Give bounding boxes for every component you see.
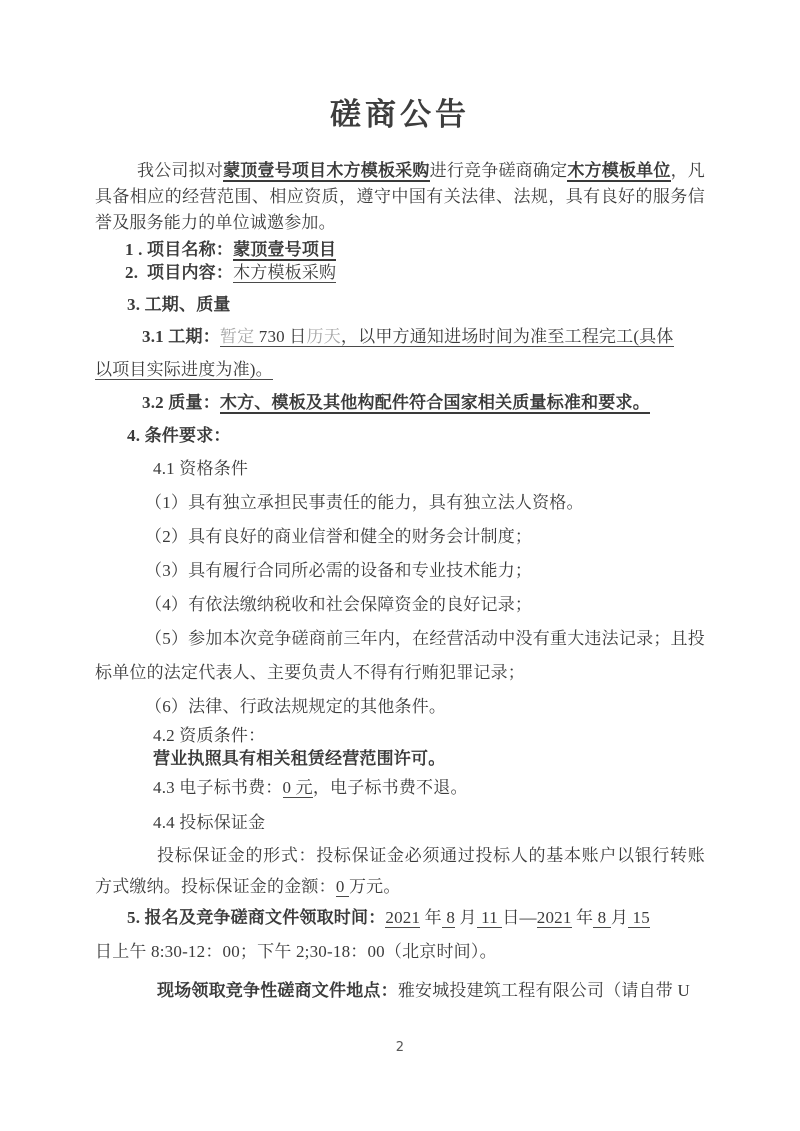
intro-underlined-unit: 木方模板单位 (567, 161, 671, 180)
quality-label: 3.2 质量： (142, 393, 220, 412)
registration-time-paragraph (95, 902, 705, 933)
intro-underlined-procurement: 蒙顶壹号项目木方模板采购 (223, 161, 430, 180)
quality-clause (95, 386, 705, 419)
date-sep-2: 月 (455, 908, 477, 927)
credential-conditions-heading: 4.2 资质条件： (153, 726, 266, 745)
document-title: 磋商公告 (330, 97, 470, 133)
tender-fee-clause (95, 776, 705, 799)
date-sep-3: 日— (502, 908, 537, 927)
registration-time-label: 5. 报名及竞争磋商文件领取时间： (127, 908, 386, 927)
project-name-label: 1 . 项目名称： (125, 240, 234, 259)
duration-clause (95, 320, 705, 386)
condition-item-1: （1）具有独立承担民事责任的能力，具有独立法人资格。 (145, 493, 584, 512)
duration-value-line2: 以项目实际进度为准)。 (95, 360, 273, 379)
condition-list (95, 486, 705, 724)
condition-item-2: （2）具有良好的商业信誉和健全的财务会计制度； (145, 527, 533, 546)
project-name-item (95, 238, 705, 261)
bid-bond-paragraph (95, 840, 705, 902)
duration-value-line1 (220, 327, 674, 347)
tender-fee-label: 4.3 电子标书费： (153, 778, 283, 797)
bid-bond-amount: 0 (335, 877, 349, 896)
intro-text-pre: 我公司拟对 (137, 161, 224, 180)
condition-item-3: （3）具有履行合同所必需的设备和专业技术能力； (145, 561, 533, 580)
project-content-value: 木方模板采购 (233, 263, 337, 282)
document-content (95, 0, 705, 1006)
date-day-start: 11 (476, 908, 503, 927)
intro-text-mid: 进行竞争磋商确定 (429, 161, 568, 180)
date-year-end: 2021 (536, 908, 572, 927)
bid-bond-heading: 4.4 投标保证金 (153, 813, 266, 832)
condition-item-4: （4）有依法缴纳税收和社会保障资金的良好记录； (145, 595, 533, 614)
date-month-start: 8 (441, 908, 456, 927)
registration-time-line2: 日上午 8:30-12：00；下午 2;30-18：00（北京时间）。 (95, 942, 497, 961)
project-item-list (95, 238, 705, 284)
license-requirement: 营业执照具有相关租赁经营范围许可。 (153, 749, 446, 768)
section4-heading: 4. 条件要求： (127, 426, 231, 445)
duration-faded-2: 历天 (306, 327, 341, 346)
tender-fee-amount: 0 元 (282, 778, 313, 797)
document-pickup-paragraph (95, 975, 705, 1006)
date-sep-4: 年 (571, 908, 594, 927)
page-number: 2 (395, 1040, 405, 1055)
bid-bond-text: 投标保证金的形式：投标保证金必须通过投标人的基本账户以银行转账方式缴纳。投标保证金的金额： (95, 846, 705, 896)
duration-days: 730 日 (254, 327, 307, 346)
intro-paragraph (95, 158, 705, 236)
date-month-end: 8 (593, 908, 611, 927)
pickup-location-value: 雅安城投建筑工程有限公司（请自带 U (397, 981, 690, 1000)
intro-text-post: ，凡具备相应的经营范围、相应资质，遵守中国有关法律、法规，具有良好的服务信誉及服务能力的单位诚邀参加。 (95, 161, 706, 232)
section3-heading: 3. 工期、质量 (127, 295, 231, 314)
bid-bond-unit: 万元。 (348, 877, 401, 896)
quality-value: 木方、模板及其他构配件符合国家相关质量标准和要求。 (219, 393, 650, 412)
pickup-location-label: 现场领取竞争性磋商文件地点： (157, 981, 398, 1000)
date-sep-1: 年 (420, 908, 442, 927)
condition-item-5: （5）参加本次竞争磋商前三年内，在经营活动中没有重大违法记录；且投标单位的法定代表人、主要负责人不得有行贿犯罪记录； (95, 629, 705, 682)
duration-label: 3.1 工期： (142, 327, 220, 346)
duration-rest: ，以甲方通知进场时间为准至工程完工(具体 (340, 327, 674, 346)
project-content-label: 2. 项目内容： (125, 263, 234, 282)
condition-item-6: （6）法律、行政法规规定的其他条件。 (145, 697, 447, 716)
date-sep-5: 月 (610, 908, 629, 927)
duration-faded-1: 暂定 (219, 327, 255, 346)
project-name-value: 蒙顶壹号项目 (233, 240, 337, 259)
date-year-start: 2021 (385, 908, 421, 927)
qualification-conditions-heading: 4.1 资格条件 (153, 459, 249, 478)
tender-fee-rest: ，电子标书费不退。 (312, 778, 468, 797)
project-content-item (95, 261, 705, 284)
date-day-end: 15 (628, 908, 650, 927)
